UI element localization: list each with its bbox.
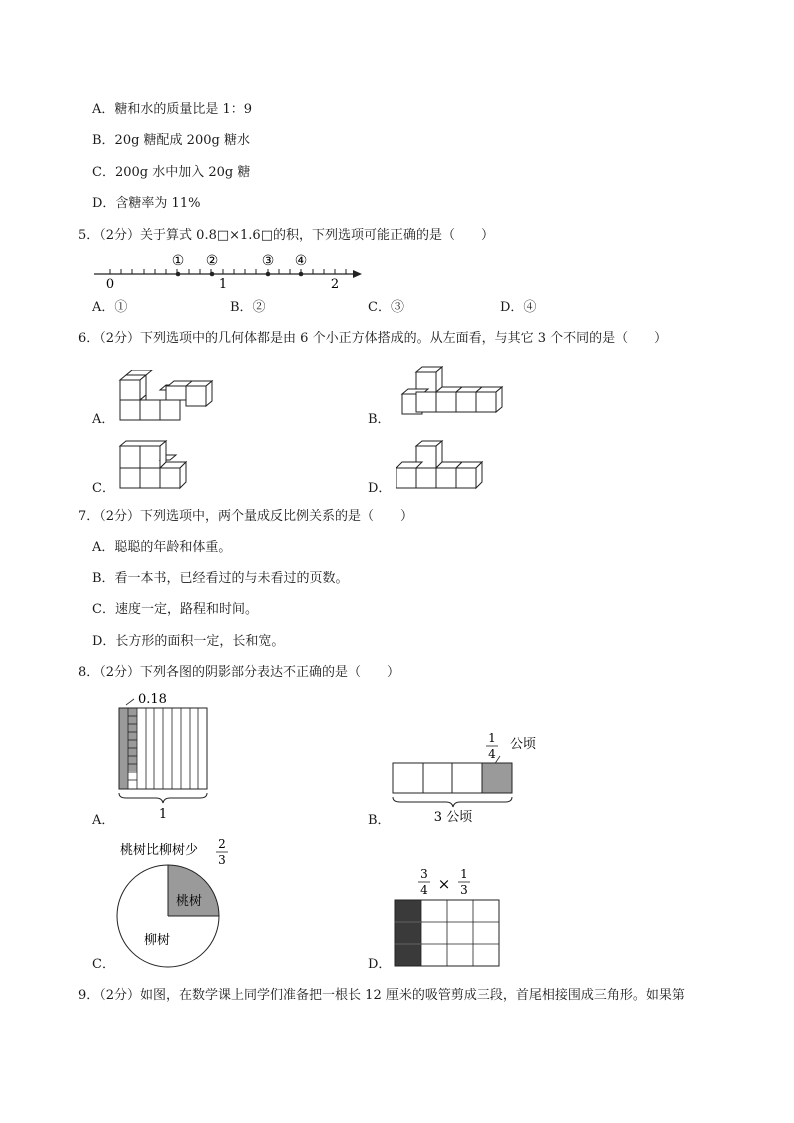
q8-stem: 8．（2分）下列各图的阴影部分表达不正确的是（ ） xyxy=(78,665,401,680)
q7-option-c: C．速度一定，路程和时间。 xyxy=(92,602,258,617)
cube-figure-b xyxy=(392,366,512,418)
brace-label-b: 3 公顷 xyxy=(433,810,473,825)
shaded-quarter xyxy=(482,763,512,793)
mark-2: ② xyxy=(205,253,219,269)
q5-option-b: B．② xyxy=(230,300,266,315)
point-4 xyxy=(299,272,304,277)
grid-figure-a xyxy=(112,690,212,822)
q4-option-a: A．糖和水的质量比是 1：9 xyxy=(92,102,253,117)
q6-label-d: D． xyxy=(368,481,392,496)
q4-option-b: B．20g 糖配成 200g 糖水 xyxy=(92,133,250,148)
q8-label-d: D． xyxy=(368,957,392,972)
label-018: 0.18 xyxy=(138,692,167,707)
rest-label: 柳树 xyxy=(144,933,171,948)
q9-stem: 9．（2分）如图，在数学课上同学们准备把一根长 12 厘米的吸管剪成三段，首尾相接围成三角形。如果第 xyxy=(78,988,685,1003)
brace-label-a: 1 xyxy=(158,807,168,822)
q6-label-b: B． xyxy=(368,412,391,427)
shaded-partial xyxy=(128,708,137,771)
point-1 xyxy=(176,272,181,277)
sector-label: 桃树 xyxy=(176,894,203,909)
frac-d-a-den: 4 xyxy=(420,883,428,897)
point-3 xyxy=(266,272,271,277)
number-line-ticks xyxy=(110,269,346,274)
mark-3: ③ xyxy=(261,253,275,269)
q5-option-a: A．① xyxy=(92,300,128,315)
mark-4: ④ xyxy=(294,253,308,269)
q7-option-d: D．长方形的面积一定，长和宽。 xyxy=(92,634,285,649)
q5-option-c: C．③ xyxy=(368,300,404,315)
q6-stem: 6．（2分）下列选项中的几何体都是由 6 个小正方体搭成的。从左面看，与其它 3 个不同的是（ ） xyxy=(78,331,668,346)
q5-stem: 5．（2分）关于算式 0.8□×1.6□的积，下列选项可能正确的是（ ） xyxy=(78,228,494,243)
q4-option-c: C．200g 水中加入 20g 糖 xyxy=(92,165,251,180)
frac-c-num: 2 xyxy=(218,837,226,851)
q7-option-b: B．看一本书，已经看过的与未看过的页数。 xyxy=(92,571,349,586)
shaded-cells xyxy=(395,900,421,966)
frac-d-b-den: 3 xyxy=(460,883,468,897)
frac-c-den: 3 xyxy=(218,853,226,867)
q5-option-d: D．④ xyxy=(500,300,537,315)
pie-figure-c xyxy=(112,836,252,970)
brace-b xyxy=(393,797,512,807)
frac-b-num: 1 xyxy=(488,731,496,745)
tick-label-2: 2 xyxy=(330,277,340,290)
q6-label-a: A． xyxy=(92,412,115,427)
cube-figure-c xyxy=(118,440,198,492)
q6-label-c: C． xyxy=(92,481,115,496)
caption-c: 桃树比柳树少 xyxy=(120,843,199,858)
q7-stem: 7．（2分）下列选项中，两个量成反比例关系的是（ ） xyxy=(78,509,414,524)
grid-figure-d xyxy=(390,866,520,970)
number-line xyxy=(90,248,370,290)
tick-label-0: 0 xyxy=(105,277,115,290)
times-sign: × xyxy=(437,875,451,893)
cube-figure-d xyxy=(396,440,506,492)
point-2 xyxy=(210,272,215,277)
q8-label-b: B． xyxy=(368,813,391,828)
q8-label-c: C． xyxy=(92,957,115,972)
frac-b-den: 4 xyxy=(488,747,496,761)
frac-d-b-num: 1 xyxy=(460,867,468,881)
q7-option-a: A．聪聪的年龄和体重。 xyxy=(92,540,232,555)
strip-figure-b xyxy=(388,726,548,826)
frac-d-a-num: 3 xyxy=(420,867,428,881)
unit-b: 公顷 xyxy=(510,737,537,752)
cube-figure-a xyxy=(110,370,220,422)
shaded-column xyxy=(119,708,128,789)
brace-a xyxy=(119,793,207,803)
mark-1: ① xyxy=(171,253,185,269)
q4-option-d: D．含糖率为 11% xyxy=(92,196,201,211)
tick-label-1: 1 xyxy=(218,277,228,290)
q8-label-a: A． xyxy=(92,813,115,828)
